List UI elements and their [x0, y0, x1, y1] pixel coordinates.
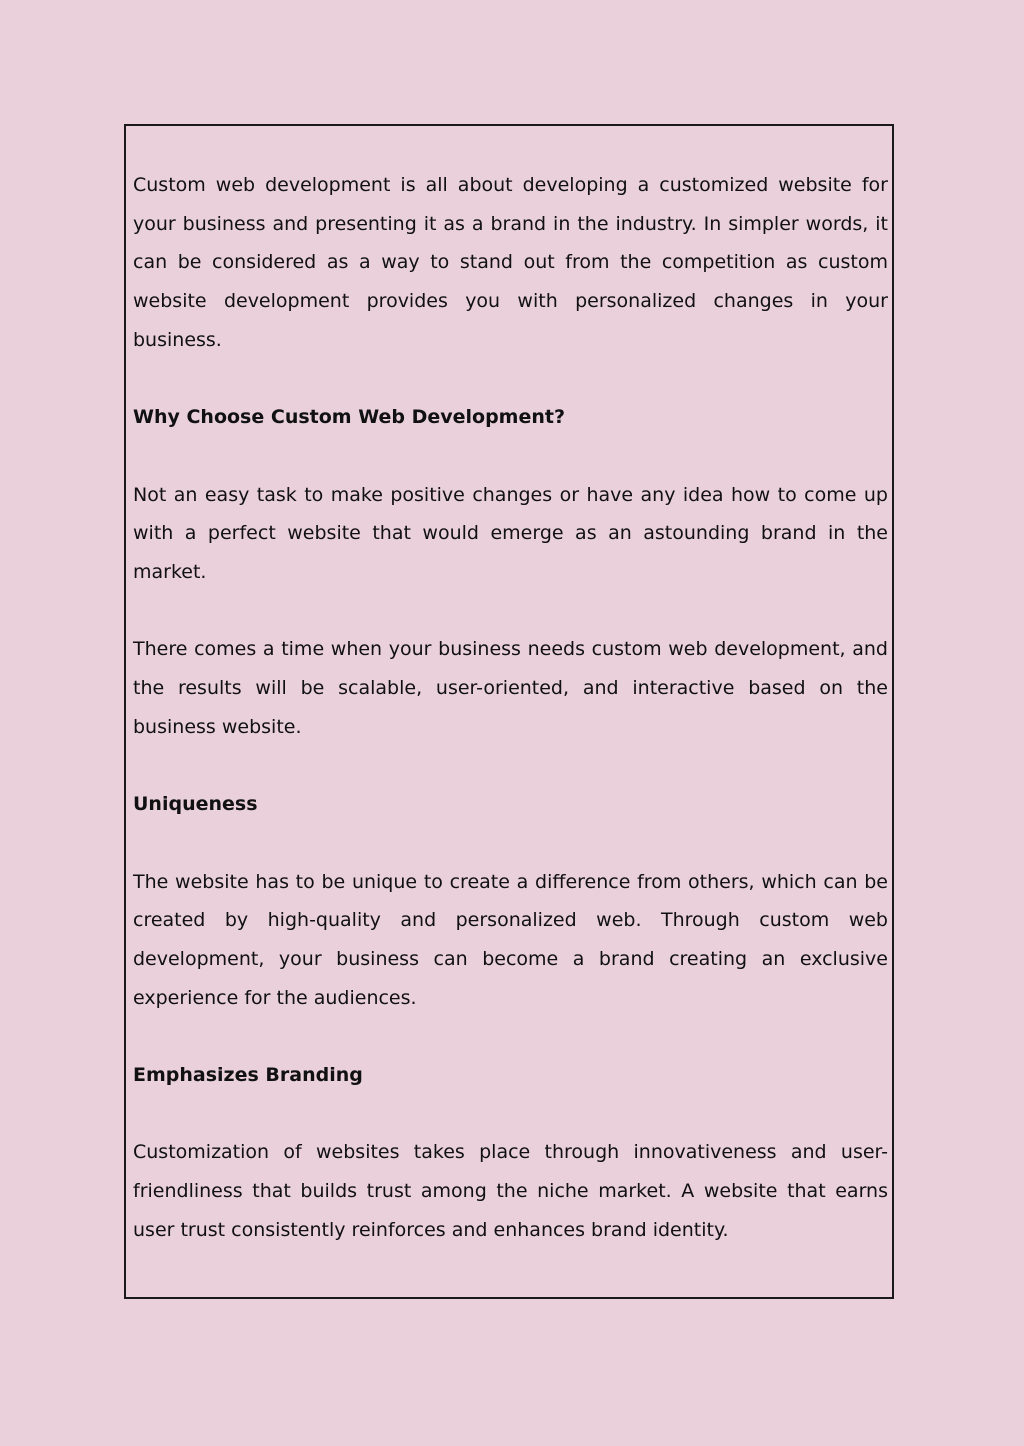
document-body	[133, 166, 888, 1250]
heading-why-choose: Why Choose Custom Web Development?	[133, 406, 565, 429]
why-choose-paragraph-2: There comes a time when your business needs custom web development, and the results will be scalable, user-oriented, and interactive based on the business website.	[133, 638, 888, 738]
heading-uniqueness: Uniqueness	[133, 793, 258, 816]
heading-emphasizes-branding: Emphasizes Branding	[133, 1064, 363, 1087]
uniqueness-paragraph: The website has to be unique to create a difference from others, which can be created by high-quality and personalized web. Through custom web development, your business can become a brand creating an exclusive experience for the audiences.	[133, 870, 888, 1009]
intro-paragraph: Custom web development is all about developing a customized website for your business and presenting it as a brand in the industry. In simpler words, it can be considered as a way to stand out from the competition as custom website development provides you with personalized changes in your business.	[133, 174, 888, 351]
why-choose-paragraph-1: Not an easy task to make positive changes or have any idea how to come up with a perfect website that would emerge as an astounding brand in the market.	[133, 483, 888, 583]
branding-paragraph: Customization of websites takes place through innovativeness and user-friendliness that builds trust among the niche market. A website that earns user trust consistently reinforces and enhances brand identity.	[133, 1141, 888, 1241]
